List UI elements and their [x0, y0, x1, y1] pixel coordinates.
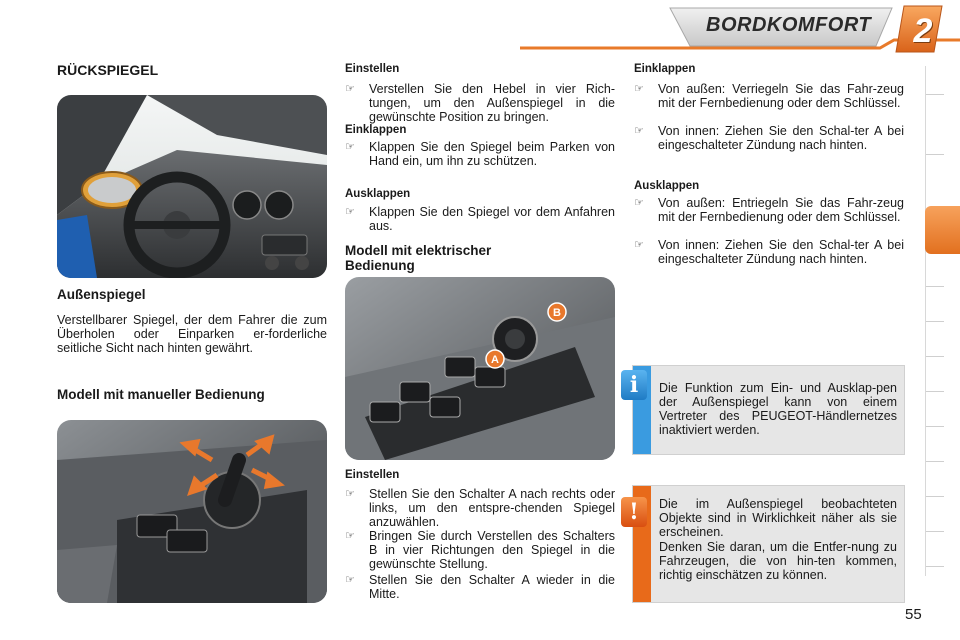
fold-electric-item-1: ☞ Von außen: Verriegeln Sie das Fahr-zeug mit der Fernbedienung oder dem Schlüssel. [634, 82, 904, 110]
switch-a-label [486, 350, 504, 368]
adjust-item: ☞ Verstellen Sie den Hebel in vier Rich-tungen, um den Außenspiegel in die gewünschte Position zu bringen. [345, 82, 615, 124]
unfold-title-electric: Ausklappen [634, 180, 700, 192]
unfold-electric-item-2: ☞ Von innen: Ziehen Sie den Schal-ter A bei eingeschalteter Zündung nach hinten. [634, 238, 904, 266]
chapter-title: BORDKOMFORT [706, 14, 872, 36]
adjust-title: Einstellen [345, 63, 400, 75]
label-b: B [553, 307, 561, 319]
unfold-item: ☞ Klappen Sie den Spiegel vor dem Anfahren aus. [345, 205, 615, 233]
fold-title-electric: Einklappen [634, 63, 696, 75]
adjust2-title: Einstellen [345, 469, 400, 481]
label-a: A [491, 354, 499, 366]
fold-electric-item-2: ☞ Von innen: Ziehen Sie den Schal-ter A bei eingeschalteter Zündung nach hinten. [634, 124, 904, 152]
fold-item: ☞ Klappen Sie den Spiegel beim Parken von Hand ein, um ihn zu schützen. [345, 140, 615, 168]
warning-text-1: Die im Außenspiegel beobachteten Objekte sind in Wirklichkeit näher als sie erscheinen. [659, 497, 897, 539]
chapter-number: 2 [913, 12, 933, 50]
info-text: Die Funktion zum Ein- und Ausklap-pen der Außenspiegel kann von einem Vertreter des PEUGEOT-Händlernetzes inaktiviert werden. [659, 381, 897, 437]
electric-model-title: Modell mit elektrischer Bedienung [345, 243, 492, 273]
adjust2-item-1: ☞ Stellen Sie den Schalter A nach rechts oder links, um den entspre-chenden Spiegel anzuwählen. [345, 487, 615, 529]
manual-lever-photo [57, 420, 327, 603]
warning-icon: ! [621, 497, 647, 527]
fold-title: Einklappen [345, 124, 407, 136]
info-icon: i [621, 370, 647, 400]
manual-model-title: Modell mit manueller Bedienung [57, 387, 265, 402]
page-number: 55 [905, 606, 922, 623]
interior-mirror-photo [57, 95, 327, 278]
outside-mirror-text: Verstellbarer Spiegel, der dem Fahrer die zum Überholen oder Einparken er-forderliche seitliche Sicht nach hinten gewährt. [57, 313, 327, 355]
section-title: RÜCKSPIEGEL [57, 62, 159, 78]
electric-switch-photo [345, 277, 615, 460]
switch-b-label [548, 303, 566, 321]
outside-mirror-title: Außenspiegel [57, 287, 146, 302]
unfold-electric-item-1: ☞ Von außen: Entriegeln Sie das Fahr-zeug mit der Fernbedienung oder dem Schlüssel. [634, 196, 904, 224]
unfold-title: Ausklappen [345, 188, 411, 200]
chapter-tabs [925, 66, 960, 576]
adjust2-item-2: ☞ Bringen Sie durch Verstellen des Schalters B in vier Richtungen den Spiegel in die gewünschte Stellung. [345, 529, 615, 571]
active-chapter-tab[interactable] [925, 206, 960, 254]
warning-text-2: Denken Sie daran, um die Entfer-nung zu Fahrzeugen, die von hin-ten kommen, richtig einschätzen zu können. [659, 540, 897, 582]
adjust2-item-3: ☞ Stellen Sie den Schalter A wieder in die Mitte. [345, 573, 615, 601]
